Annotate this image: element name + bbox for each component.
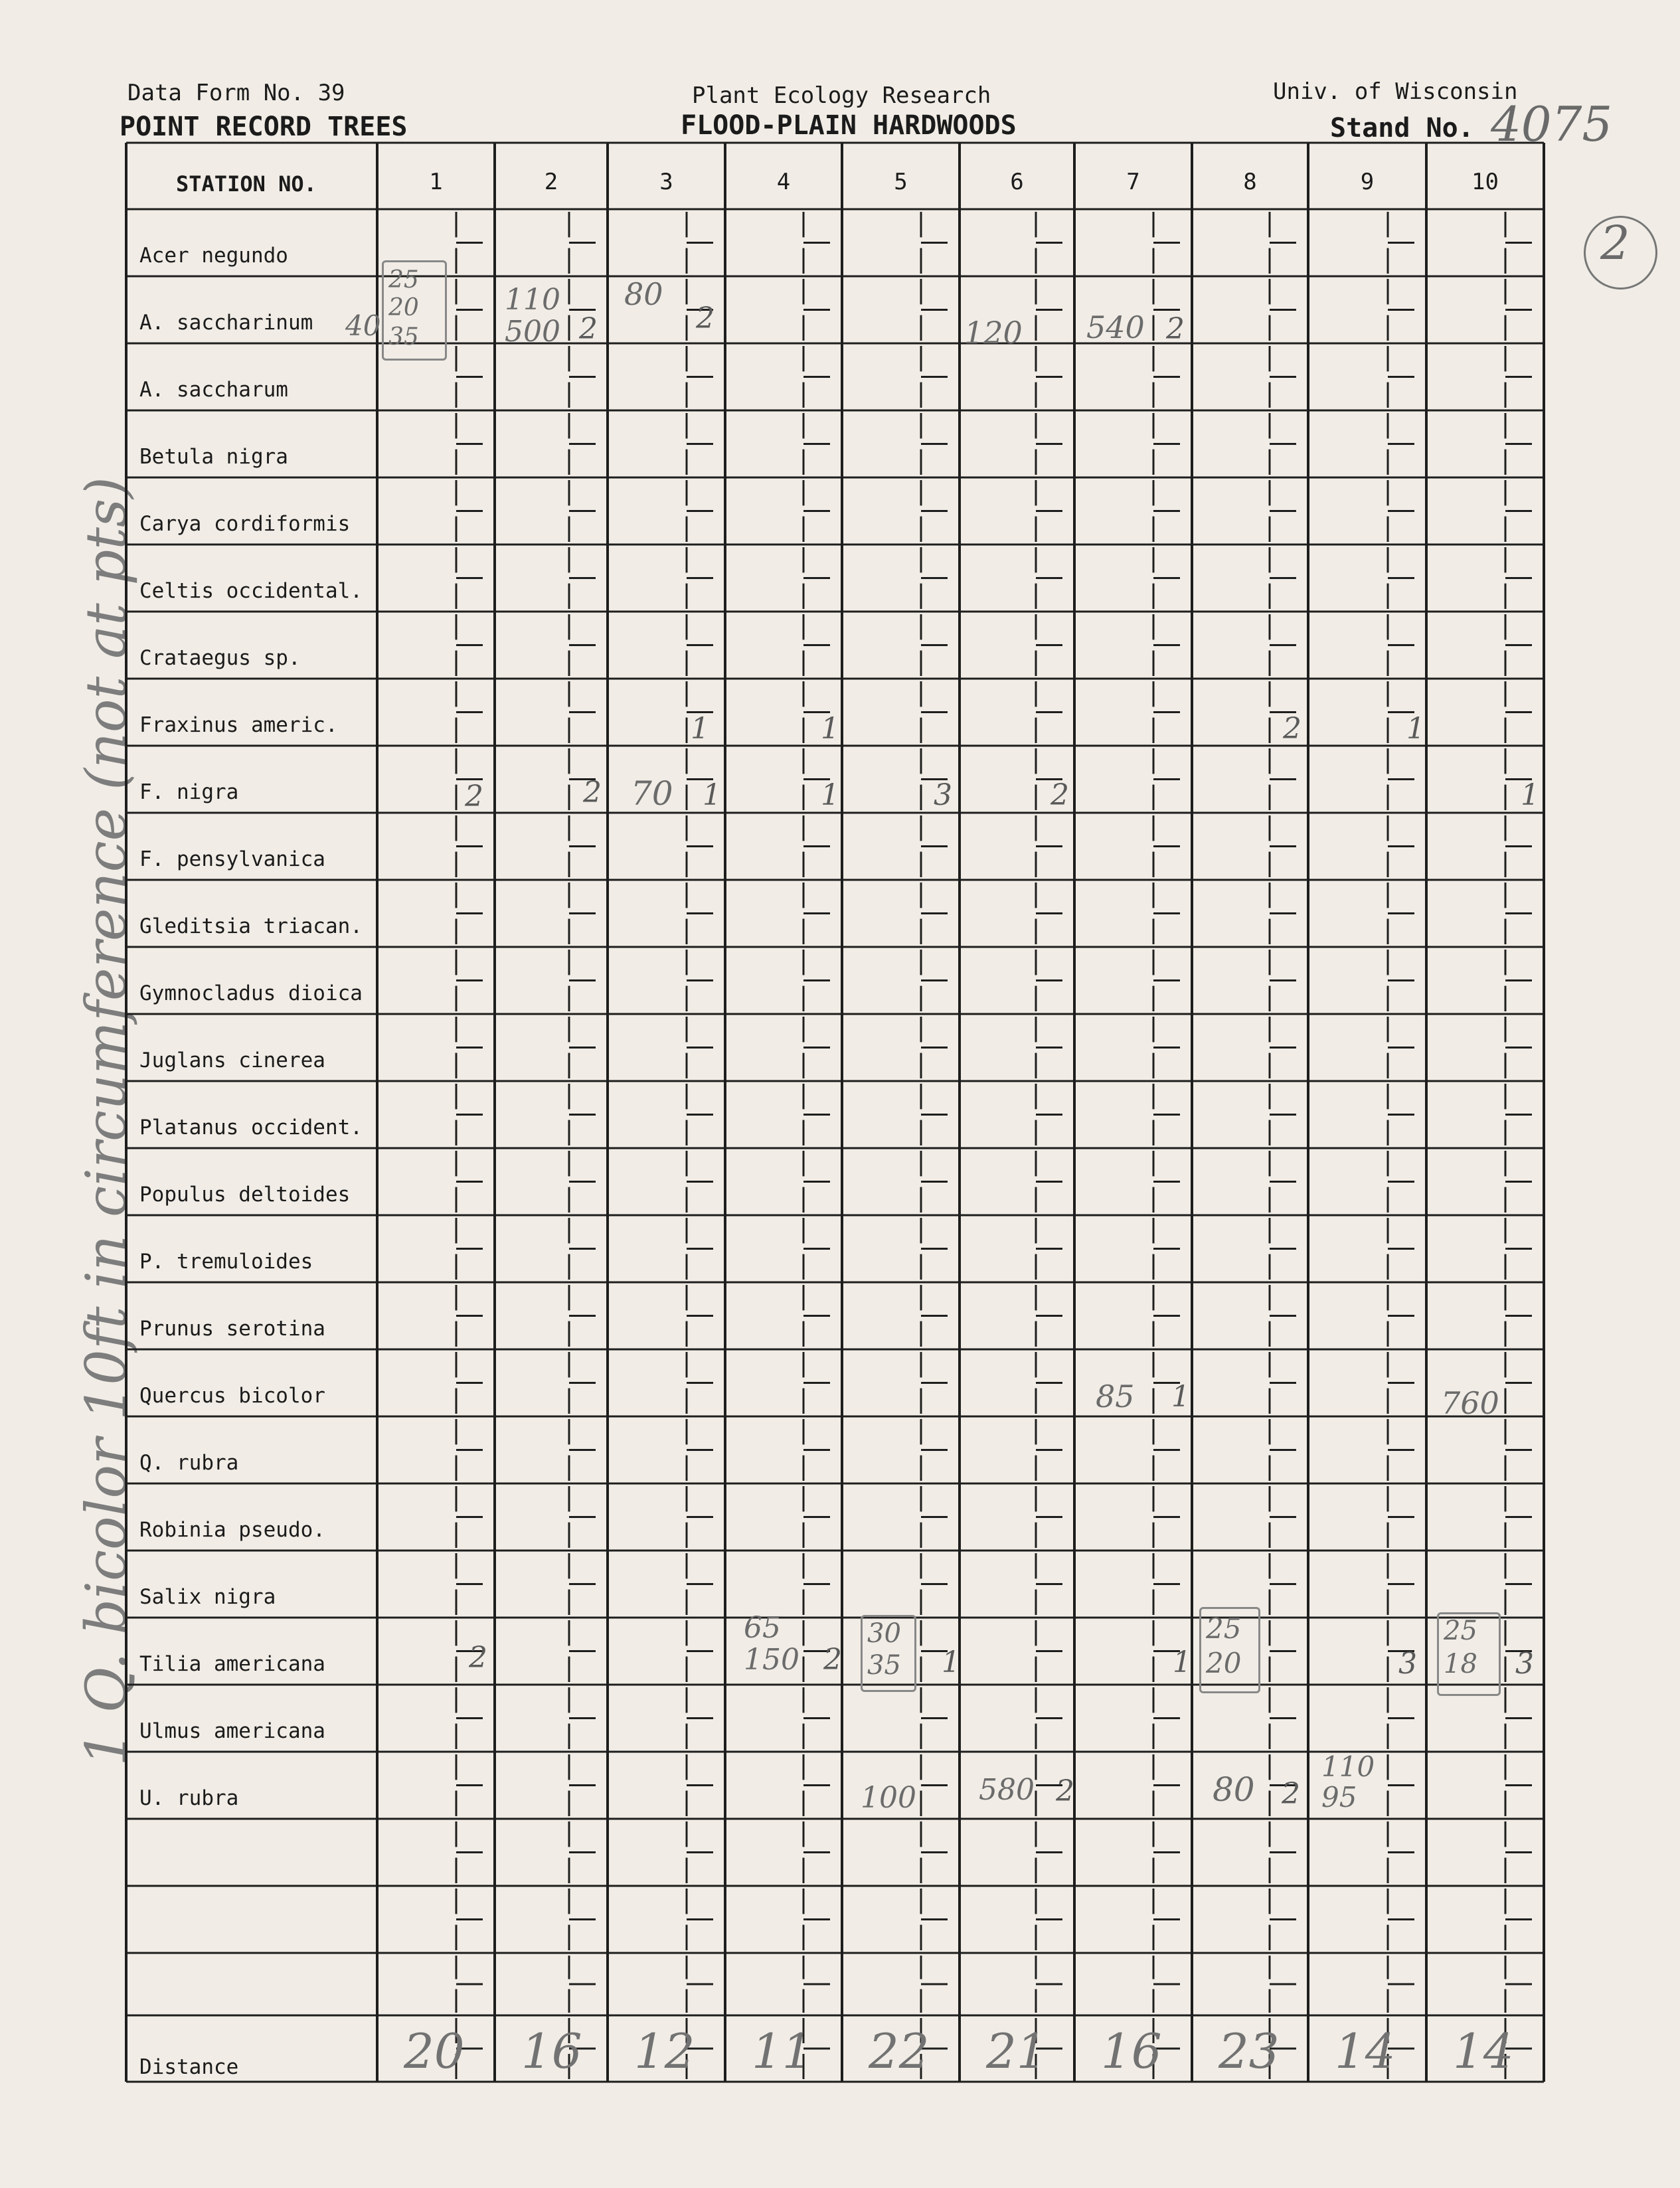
entry-tilia-s8-2: 20 <box>1206 1647 1242 1679</box>
species-label: Gymnocladus dioica <box>139 981 363 1005</box>
station-number: 6 <box>1010 169 1024 195</box>
species-label: Robinia pseudo. <box>139 1518 325 1542</box>
distance-value: 11 <box>752 2023 813 2079</box>
station-number: 4 <box>776 169 791 195</box>
entry-fnigra-s5: 3 <box>934 778 952 812</box>
species-label: Ulmus americana <box>139 1719 325 1743</box>
station-number: 5 <box>894 169 908 195</box>
entry-a-sacch-s7-count: 2 <box>1166 312 1185 346</box>
distance-value: 14 <box>1335 2023 1396 2079</box>
entry-urubra-s5: 100 <box>861 1781 916 1815</box>
species-label: Acer negundo <box>139 244 288 268</box>
entry-a-sacch-s3-count: 2 <box>696 301 714 335</box>
distance-value: 21 <box>986 2023 1047 2079</box>
entry-frax-s4: 1 <box>821 712 839 746</box>
entry-fnigra-s6: 2 <box>1050 778 1069 812</box>
species-label: Q. rubra <box>139 1451 239 1475</box>
station-number: 7 <box>1126 169 1140 195</box>
distance-value: 20 <box>404 2023 465 2079</box>
entry-a-sacch-s2-1: 110 <box>505 283 560 317</box>
distance-value: 23 <box>1218 2023 1280 2079</box>
distance-value: 16 <box>521 2023 582 2079</box>
entry-tilia-s8-1: 25 <box>1206 1612 1242 1645</box>
entry-urubra-s9-2: 95 <box>1321 1781 1357 1813</box>
species-label: Gleditsia triacan. <box>139 914 363 938</box>
entry-frax-s3: 1 <box>691 712 709 746</box>
distance-value: 22 <box>869 2023 930 2079</box>
entry-tilia-s10: 3 <box>1515 1647 1534 1681</box>
species-label: P. tremuloides <box>139 1250 313 1274</box>
forest-type: FLOOD-PLAIN HARDWOODS <box>681 110 1017 141</box>
species-label: Celtis occidental. <box>139 579 363 603</box>
side-note: 1 Q. bicolor 10ft in circumference (not at pts) <box>74 477 139 1766</box>
entry-urubra-s8: 80 <box>1213 1770 1255 1809</box>
stand-number: 4075 <box>1491 96 1613 152</box>
species-label: Salix nigra <box>139 1585 276 1609</box>
stand-label: Stand No. <box>1330 113 1474 143</box>
species-label: U. rubra <box>139 1786 239 1810</box>
species-label: F. pensylvanica <box>139 847 325 871</box>
species-label: A. saccharinum <box>139 311 313 335</box>
station-number: 10 <box>1471 169 1499 195</box>
entry-tilia-s4-1: 65 <box>744 1611 781 1645</box>
entry-a-sacch-s7: 540 <box>1086 309 1145 345</box>
entry-fnigra-s4: 1 <box>821 778 839 812</box>
station-number: 9 <box>1360 169 1375 195</box>
form-number: Data Form No. 39 <box>127 80 345 106</box>
station-header: STATION NO. <box>176 171 317 197</box>
entry-a-sacch-s3: 80 <box>624 276 663 312</box>
entry-tilia-s1: 2 <box>469 1641 487 1675</box>
entry-qbic-s7: 1 <box>1171 1380 1190 1414</box>
species-label: Crataegus sp. <box>139 646 301 670</box>
entry-urubra-s8-count: 2 <box>1282 1777 1300 1811</box>
entry-qbic-s7-d: 85 <box>1096 1379 1135 1414</box>
species-label: Fraxinus americ. <box>139 713 338 737</box>
entry-urubra-s9-1: 110 <box>1321 1750 1375 1783</box>
entry-a-sacch-s1-3: 35 <box>388 323 419 351</box>
entry-a-sacch-s6: 120 <box>964 315 1023 351</box>
entry-fnigra-s10: 1 <box>1521 778 1539 812</box>
entry-a-sacch-s1-2: 20 <box>388 294 419 321</box>
station-number: 2 <box>544 169 558 195</box>
entry-tilia-s7: 1 <box>1173 1645 1191 1679</box>
university: Univ. of Wisconsin <box>1273 78 1518 105</box>
species-label: F. nigra <box>139 780 239 804</box>
entry-a-sacch-s2-2: 500 <box>505 315 560 349</box>
species-label: Platanus occident. <box>139 1116 363 1139</box>
entry-tilia-s4-2: 150 <box>744 1643 799 1677</box>
species-label: Populus deltoides <box>139 1183 351 1207</box>
species-label: A. saccharum <box>139 378 288 402</box>
distance-value: 16 <box>1101 2023 1162 2079</box>
entry-tilia-s5: 1 <box>942 1645 960 1679</box>
entry-tilia-s5-1: 30 <box>867 1618 901 1649</box>
entry-fnigra-s1: 2 <box>465 780 483 813</box>
distance-value: 14 <box>1453 2023 1514 2079</box>
organization: Plant Ecology Research <box>692 82 991 109</box>
entry-a-sacch-s1-1: 25 <box>388 266 419 294</box>
entry-urubra-s6: 580 <box>979 1773 1035 1807</box>
entry-tilia-s5-2: 35 <box>867 1650 901 1681</box>
species-label: Juglans cinerea <box>139 1049 325 1072</box>
entry-fnigra-s3-d: 70 <box>631 774 673 813</box>
species-label: Tilia americana <box>139 1652 325 1676</box>
species-label: Carya cordiformis <box>139 512 351 536</box>
entry-fnigra-s2: 2 <box>583 776 602 809</box>
entry-fnigra-s3: 1 <box>703 778 721 812</box>
species-label: Prunus serotina <box>139 1317 325 1341</box>
entry-frax-s9: 1 <box>1406 712 1425 746</box>
station-number: 3 <box>659 169 673 195</box>
species-label: Betula nigra <box>139 445 288 469</box>
entry-frax-s8: 2 <box>1283 712 1302 746</box>
station-number: 8 <box>1243 169 1257 195</box>
form-title: POINT RECORD TREES <box>120 112 408 142</box>
entry-a-sacch-s1-left: 40 <box>345 309 381 342</box>
entry-tilia-s10-2: 18 <box>1444 1649 1477 1679</box>
station-number: 1 <box>429 169 443 195</box>
entry-tilia-s10-1: 25 <box>1444 1616 1477 1646</box>
page-mark-number: 2 <box>1600 216 1630 270</box>
distance-value: 12 <box>634 2023 695 2079</box>
entry-urubra-s6-count: 2 <box>1056 1774 1074 1808</box>
entry-qbic-s10-d: 760 <box>1441 1385 1499 1421</box>
species-label: Quercus bicolor <box>139 1384 325 1408</box>
entry-tilia-s9: 3 <box>1398 1647 1417 1681</box>
entry-a-sacch-s2-count: 2 <box>579 312 598 346</box>
entry-tilia-s4-count: 2 <box>823 1643 842 1677</box>
distance-label: Distance <box>139 2055 239 2079</box>
